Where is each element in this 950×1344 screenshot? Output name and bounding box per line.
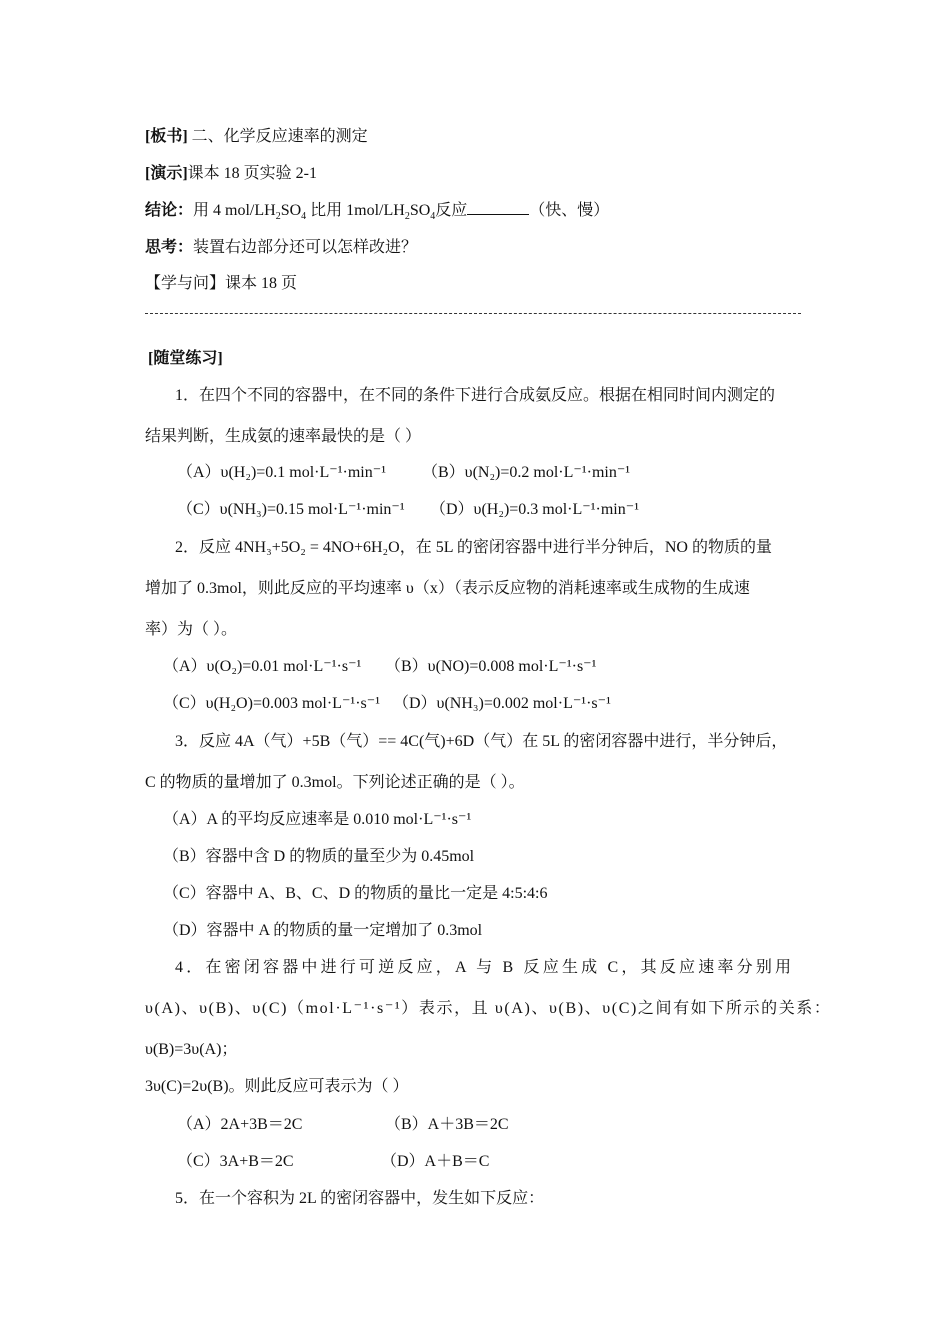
q3-option-b: （B）容器中含 D 的物质的量至少为 0.45mol [163, 848, 475, 865]
q4-option-a: （A）2A+3B＝2C [177, 1116, 303, 1133]
q1-option-a: （A）υ(H₂)=0.1 mol·L⁻¹·min⁻¹ [177, 464, 386, 481]
q1-line1: 1．在四个不同的容器中，在不同的条件下进行合成氨反应。根据在相同时间内测定的 [175, 387, 776, 404]
q4-line2: υ(A)、υ(B)、υ(C)（mol·L⁻¹·s⁻¹）表示，且 υ(A)、υ(B)、υ(C)之间有如下所示的关系： [145, 1000, 832, 1017]
q1-option-d: （D）υ(H₂)=0.3 mol·L⁻¹·min⁻¹ [430, 501, 639, 518]
banshu-text: 二、化学反应速率的测定 [187, 128, 368, 145]
sikao-line [145, 238, 417, 258]
q2-option-d: （D）υ(NH₃)=0.002 mol·L⁻¹·s⁻¹ [393, 695, 611, 712]
jielun-tag: 结论： [145, 202, 194, 219]
banshu-line [145, 127, 368, 147]
q2-option-b: （B）υ(NO)=0.008 mol·L⁻¹·s⁻¹ [385, 658, 597, 675]
yanshi-line [145, 164, 317, 184]
xueyuwen-line: 【学与问】课本 18 页 [145, 275, 298, 292]
q1-line2: 结果判断，生成氨的速率最快的是（ ） [145, 428, 422, 445]
q1-option-b: （B）υ(N₂)=0.2 mol·L⁻¹·min⁻¹ [422, 464, 631, 481]
q2-line1: 2．反应 4NH₃+5O₂ = 4NO+6H₂O，在 5L 的密闭容器中进行半分钟后，NO 的物质的量 [175, 539, 772, 556]
q2-option-a: （A）υ(O₂)=0.01 mol·L⁻¹·s⁻¹ [163, 658, 362, 675]
jielun-post: 反应 [435, 202, 468, 219]
q3-line2: C 的物质的量增加了 0.3mol。下列论述正确的是（ ）。 [145, 774, 525, 791]
jielun-pre: 用 4 mol/LH [193, 202, 276, 219]
q1-option-c: （C）υ(NH₃)=0.15 mol·L⁻¹·min⁻¹ [177, 501, 405, 518]
jielun-line: 结论：用 4 mol/$LH_2SO_4$ 比用 $1mol/LH_2SO_4$反应 （快、慢） [145, 202, 610, 223]
sikao-text: 装置右边部分还可以怎样改进？ [193, 239, 418, 256]
q4-line1: 4．在密闭容器中进行可逆反应，A 与 B 反应生成 C，其反应速率分别用 [175, 959, 795, 976]
jielun-mid: 比用 1mol/LH [306, 202, 405, 219]
yanshi-tag: [演示] [145, 165, 188, 182]
practice-title: [随堂练习] [148, 350, 223, 367]
yanshi-text: 课本 18 页实验 2-1 [187, 165, 318, 182]
q4-line4: 3υ(C)=2υ(B)。则此反应可表示为（ ） [145, 1078, 409, 1095]
q3-line1: 3．反应 4A（气）+5B（气）== 4C(气)+6D（气）在 5L 的密闭容器中进行，半分钟后， [175, 733, 788, 750]
q4-option-d: （D）A＋B＝C [381, 1153, 490, 1170]
q4-option-b: （B）A＋3B＝2C [385, 1116, 509, 1133]
jielun-end: （快、慢） [529, 202, 610, 219]
q2-line3: 率）为（ ）。 [145, 621, 238, 638]
q3-option-c: （C）容器中 A、B、C、D 的物质的量比一定是 4:5:4:6 [163, 885, 548, 902]
q4-line3: υ(B)=3υ(A)； [145, 1041, 238, 1058]
banshu-tag: [板书] [145, 128, 188, 145]
answer-blank[interactable] [467, 202, 529, 215]
q5-line1: 5．在一个容积为 2L 的密闭容器中，发生如下反应： [175, 1190, 545, 1207]
q2-option-c: （C）υ(H₂O)=0.003 mol·L⁻¹·s⁻¹ [163, 695, 380, 712]
q2-line2: 增加了 0.3mol，则此反应的平均速率 υ（x）（表示反应物的消耗速率或生成物的生成速 [145, 580, 750, 597]
sikao-tag: 思考： [145, 239, 194, 256]
q3-option-d: （D）容器中 A 的物质的量一定增加了 0.3mol [163, 922, 483, 939]
q3-option-a: （A）A 的平均反应速率是 0.010 mol·L⁻¹·s⁻¹ [163, 811, 472, 828]
dashed-divider [145, 313, 801, 314]
q4-option-c: （C）3A+B＝2C [177, 1153, 294, 1170]
